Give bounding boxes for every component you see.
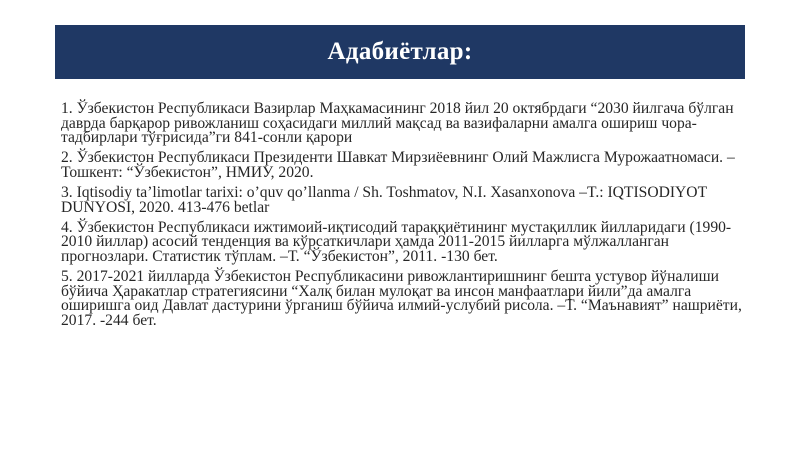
reference-item-5: 5. 2017-2021 йилларда Ўзбекистон Республикасини ривожлантиришнинг бешта устувор йўналиши бўйича Ҳаракатлар стратегиясини “Халқ билан мулоқат ва инсон манфаатлари йили”да амалга оширишга оид Давлат дастурини ўрганиш бўйича илмий-услубий рисола. –Т. “Маънавият” нашриёти, 2017. -244 бет. — [61, 267, 742, 329]
reference-item-2: 2. Ўзбекистон Республикаси Президенти Шавкат Мирзиёевнинг Олий Мажлисга Мурожаатномаси. –Тошкент: “Ўзбекистон”, НМИУ, 2020. — [61, 149, 735, 181]
reference-item-4: 4. Ўзбекистон Республикаси ижтимоий-иқтисодий тараққиётининг мустақиллик йилларидаги (1990-2010 йиллар) асосий тенденция ва кўрсаткичлари ҳамда 2011-2015 йилларга мўлжалланган прогнозлари. Статистик тўплам. –Т. “Ўзбекистон”, 2011. -130 бет. — [61, 218, 732, 265]
reference-item-3: 3. Iqtisodiy ta’limotlar tarixi: o’quv qo’llanma / Sh. Toshmatov, N.I. Xasanxonova –T.: IQTISODIYOT DUNYOSI, 2020. 413-476 betlar — [61, 183, 707, 216]
reference-item-1: 1. Ўзбекистон Республикаси Вазирлар Маҳкамасининг 2018 йил 20 октябрдаги “2030 йилгача бўлган даврда барқарор ривожланиш соҳасидаги миллий мақсад ва вазифаларни амалга ошириш чора-тадбирлари тўғрисида”ги 841-сонли қарори — [61, 100, 734, 147]
title-bar — [55, 25, 745, 79]
reference-list — [61, 102, 751, 334]
slide-title: Адабиётлар: — [327, 38, 473, 65]
